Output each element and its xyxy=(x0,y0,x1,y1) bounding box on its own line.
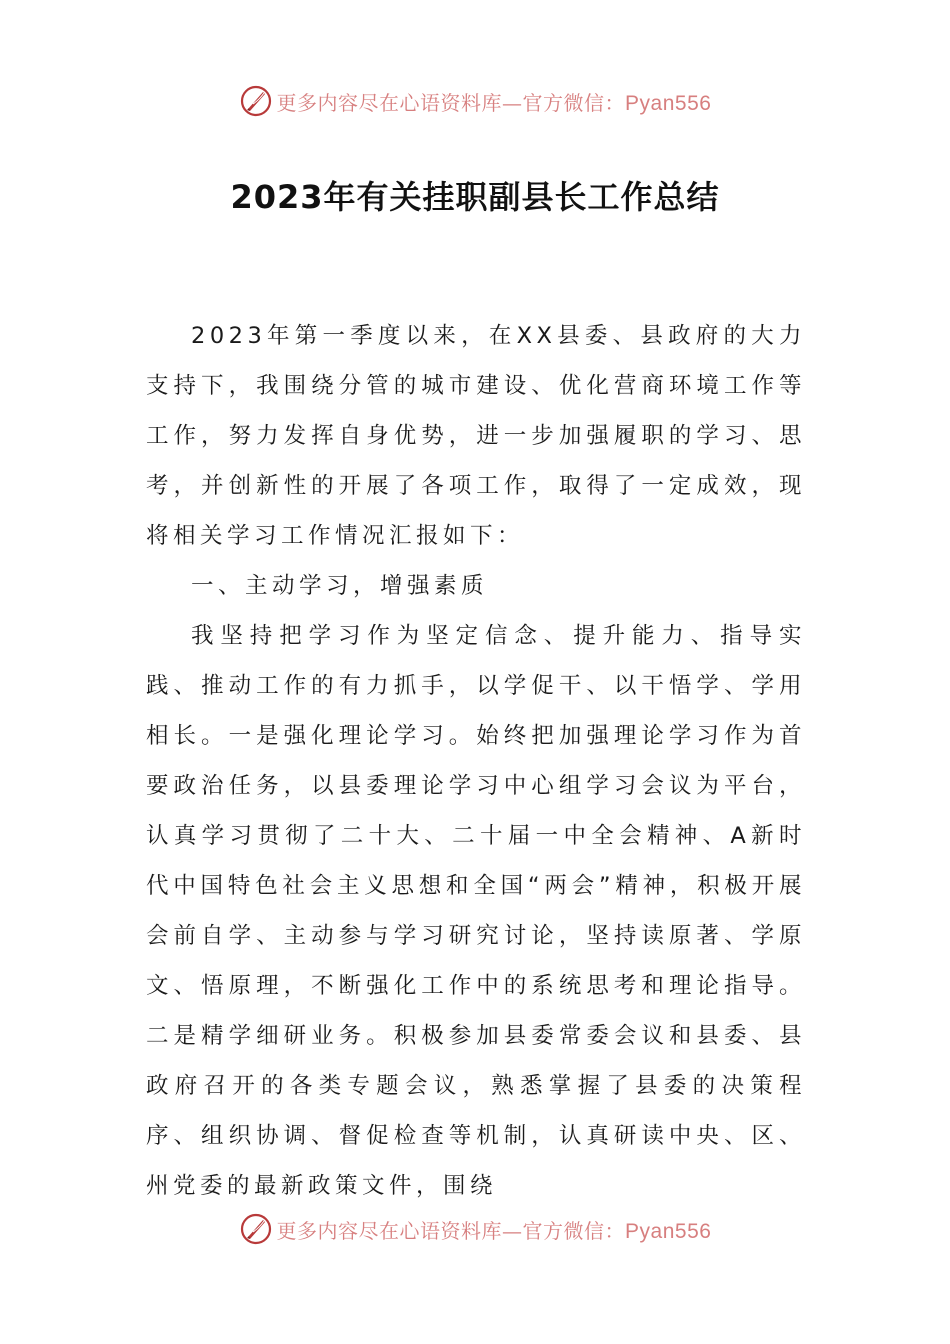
watermark-wechat-id: Pyan556 xyxy=(625,91,712,115)
document-body xyxy=(146,311,806,1211)
quill-pen-logo-icon xyxy=(239,1212,273,1246)
header-watermark xyxy=(0,84,950,118)
quill-pen-logo-icon xyxy=(239,84,273,118)
watermark-wechat-id: Pyan556 xyxy=(625,1219,712,1243)
paragraph-study: 我坚持把学习作为坚定信念、提升能力、指导实践、推动工作的有力抓手，以学促干、以干悟学、学用相长。一是强化理论学习。始终把加强理论学习作为首要政治任务，以县委理论学习中心组学习会议为平台，认真学习贯彻了二十大、二十届一中全会精神、A新时代中国特色社会主义思想和全国“两会”精神，积极开展会前自学、主动参与学习研究讨论，坚持读原著、学原文、悟原理，不断强化工作中的系统思考和理论指导。二是精学细研业务。积极参加县委常委会议和县委、县政府召开的各类专题会议，熟悉掌握了县委的决策程序、组织协调、督促检查等机制，认真研读中央、区、州党委的最新政策文件，围绕 xyxy=(146,623,806,1199)
section-heading-1: 一、主动学习，增强素质 xyxy=(191,573,489,599)
paragraph-intro: 2023年第一季度以来，在XX县委、县政府的大力支持下，我围绕分管的城市建设、优化营商环境工作等工作，努力发挥自身优势，进一步加强履职的学习、思考，并创新性的开展了各项工作，取得了一定成效，现将相关学习工作情况汇报如下： xyxy=(146,323,806,549)
watermark-text: 更多内容尽在心语资料库—官方微信： xyxy=(276,1218,626,1243)
document-title: 2023年有关挂职副县长工作总结 xyxy=(230,178,720,216)
footer-watermark xyxy=(0,1212,950,1246)
watermark-text: 更多内容尽在心语资料库—官方微信： xyxy=(276,90,626,115)
